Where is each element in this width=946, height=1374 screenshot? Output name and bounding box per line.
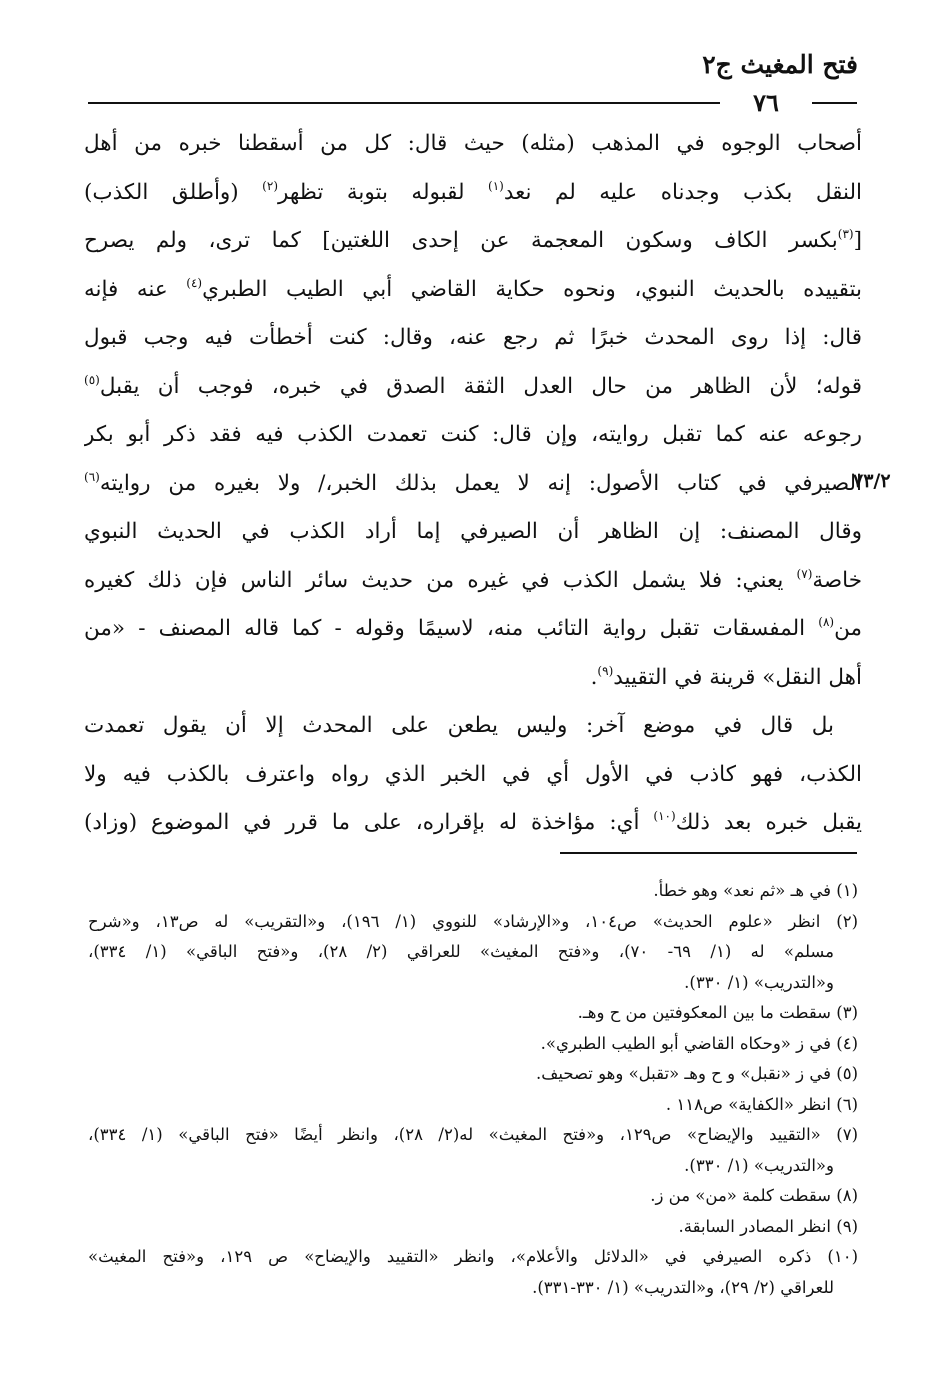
footnote-line: مسلم» له (١/ ٦٩- ٧٠)، و«فتح المغيث» للعراقي (٢/ ٢٨)، و«فتح الباقي» (١/ ٣٣٤)، bbox=[88, 942, 834, 961]
text-line: بتقييده بالحديث النبوي، ونحوه حكاية القاضي أبي الطيب الطبري$^{(٤)}$ عنه فإنه bbox=[84, 275, 862, 302]
footnote-line: (٩) انظر المصادر السابقة. bbox=[678, 1216, 858, 1236]
footnotes bbox=[88, 876, 858, 1303]
text-line: أهل النقل» قرينة في التقييد$^{(٩)}$. bbox=[590, 663, 862, 690]
text-line: أصحاب الوجوه في المذهب (مثله) حيث قال: كل من أسقطنا خبره من أهل bbox=[84, 131, 862, 156]
text-line: الكذب، فهو كاذب في الأول أي في الخبر الذي رواه واعترف بالكذب فيه ولا bbox=[84, 761, 862, 787]
text-line: يقبل خبره بعد ذلك$^{(١٠)}$ أي: مؤاخذة له بإقراره، على ما قرر في الموضوع (وزاد) bbox=[84, 809, 862, 835]
margin-reference: ٧٣/٢ bbox=[853, 470, 891, 492]
header-rule-left bbox=[88, 102, 720, 104]
footnote-line: (٧) «التقييد والإيضاح» ص١٢٩، و«فتح المغيث» له(٢/ ٢٨)، وانظر أيضًا «فتح الباقي» (١/ ٣٣٤)، bbox=[88, 1125, 858, 1144]
text-line: قوله؛ لأن الظاهر من حال العدل الثقة الصدق في خبره، فوجب أن يقبل$^{(٥)}$ bbox=[84, 372, 862, 399]
footnote-line: (٥) في ز «نقبل» و ح وهـ «تقبل» وهو تصحيف. bbox=[536, 1064, 858, 1083]
footnote-line: و«التدريب» (١/ ٣٣٠). bbox=[684, 972, 834, 992]
text-line: النقل بكذب وجدناه عليه لم نعد$^{(١)}$ لقبوله بتوبة تظهر$^{(٢)}$ (وأطلق الكذب) bbox=[84, 178, 862, 205]
text-line: رجوعه عنه كما تقبل روايته، وإن قال: كنت تعمدت الكذب فيه فقد ذكر أبو بكر bbox=[84, 422, 862, 447]
header-rule-right bbox=[812, 102, 857, 104]
footnote-line: و«التدريب» (١/ ٣٣٠). bbox=[684, 1155, 834, 1175]
footnote-line: (٨) سقطت كلمة «من» من ز. bbox=[650, 1186, 858, 1205]
footnote-line: (٢) انظر «علوم الحديث» ص١٠٤، و«الإرشاد» للنووي (١/ ١٩٦)، و«التقريب» له ص١٣، و«شرح bbox=[88, 911, 858, 931]
text-line: خاصة$^{(٧)}$ يعني: فلا يشمل الكذب في غيره من حديث سائر الناس فإن ذلك كغيره bbox=[84, 566, 862, 593]
running-title: فتح المغيث ج٢ bbox=[702, 50, 858, 79]
footnote-line: للعراقي (٢/ ٢٩)، و«التدريب» (١/ ٣٣٠-٣٣١). bbox=[532, 1277, 834, 1297]
page-number: ٧٦ bbox=[753, 88, 779, 117]
text-line: [$^{(٣)}$بكسر الكاف وسكون المعجمة عن إحدى اللغتين] كما ترى، ولم يصرح bbox=[84, 227, 862, 253]
footnote-line: (٤) في ز «وحكاه القاضي أبو الطيب الطبري». bbox=[540, 1033, 858, 1053]
main-text bbox=[84, 120, 862, 848]
footnote-line: (٣) سقطت ما بين المعكوفتين من ح وهـ. bbox=[577, 1003, 858, 1022]
footnote-separator bbox=[560, 852, 857, 854]
text-line: بل قال في موضع آخر: وليس يطعن على المحدث إلا أن يقول تعمدت bbox=[84, 713, 834, 738]
footnote-line: (١) في هـ «ثم نعد» وهو خطأ. bbox=[653, 881, 858, 900]
text-line: الصيرفي في كتاب الأصول: إنه لا يعمل بذلك الخبر،/ ولا بغيره من روايته$^{(٦)}$ bbox=[84, 469, 862, 496]
text-line: وقال المصنف: إن الظاهر أن الصيرفي إما أراد الكذب في الحديث النبوي bbox=[84, 519, 862, 544]
footnote-line: (٦) انظر «الكفاية» ص١١٨ . bbox=[665, 1094, 858, 1114]
text-line: قال: إذا روى المحدث خبرًا ثم رجع عنه، وقال: كنت أخطأت فيه وجب قبول bbox=[84, 325, 862, 350]
text-line: من$^{(٨)}$ المفسقات تقبل رواية التائب منه، لاسيمًا وقوله - كما قاله المصنف - «من bbox=[84, 615, 862, 641]
footnote-line: (١٠) ذكره الصيرفي في «الدلائل والأعلام»، وانظر «التقييد والإيضاح» ص ١٢٩، و«فتح المغيث» bbox=[88, 1247, 858, 1266]
